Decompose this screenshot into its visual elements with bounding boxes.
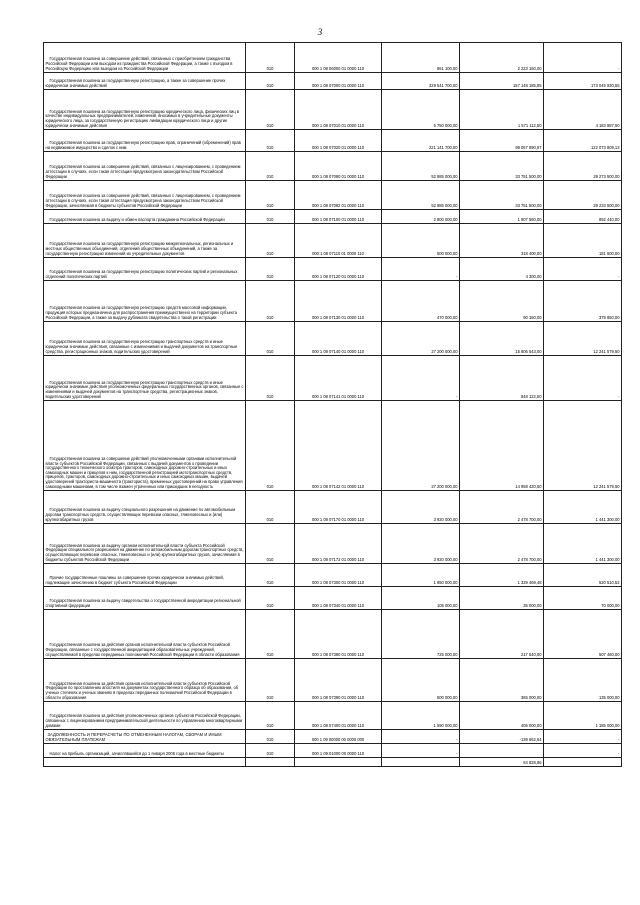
table-row [44,281,622,322]
table-row [44,702,622,730]
table-row [44,564,622,587]
table-row [44,90,622,130]
classification-code-cell: 000 1 08 07380 01 0000 110 [295,610,382,659]
line-code-cell: 010 [246,524,295,564]
approved-amount-cell: 5 750 000,00 [382,90,460,130]
unexecuted-amount-cell: 70 000,00 [544,587,622,610]
table-row [44,587,622,610]
line-code-cell: 010 [246,43,295,73]
approved-amount-cell: 3 920 000,00 [382,524,460,564]
unexecuted-amount-cell: 379 850,00 [544,281,622,322]
line-code-cell [246,758,295,767]
description-cell: Государственная пошлина за выдачу специального разрешения на движение по автомобильным дорогам транспортных средств, осуществляющих перевозки опасных, тяжеловесных и (или) крупногабаритных грузов [44,491,246,524]
line-code-cell: 010 [246,744,295,758]
approved-amount-cell: 27 200 000,00 [382,401,460,491]
unexecuted-amount-cell: 173 045 930,65 [544,73,622,90]
approved-amount-cell: 861 100,00 [382,43,460,73]
description-cell: Налог на прибыль организаций, зачислявшийся до 1 января 2005 года в местные бюджеты [44,744,246,758]
unexecuted-amount-cell: - [544,43,622,73]
executed-amount-cell: 15 806 543,00 [460,322,544,356]
line-code-cell: 010 [246,702,295,730]
approved-amount-cell: 52 985 000,00 [382,152,460,181]
line-code-cell: 010 [246,730,295,744]
description-cell: Государственная пошлина за действия органов исполнительной власти субъектов Российской Федерации по проставлению апостиля на документах государственного образца об образовании, об ученых степенях и ученых званиях в пределах переданных полномочий Российской Федерации в области образования [44,659,246,702]
description-cell: Государственная пошлина за выдачу свидетельства о государственной аккредитации региональной спортивной федерации [44,587,246,610]
page-number: 3 [317,27,323,37]
classification-code-cell: 000 1 08 07142 01 0000 110 [295,401,382,491]
unexecuted-amount-cell: - [544,356,622,401]
approved-amount-cell: 105 000,00 [382,587,460,610]
executed-amount-cell [460,744,544,758]
approved-amount-cell: 500 000,00 [382,224,460,258]
table-row [44,524,622,564]
description-cell: Государственная пошлина за государственную регистрацию транспортных средств и иные юридически значимые действия, связанные с изменениями и выдачей документов на транспортные средства, регистрационных знаков, водительских удостоверений [44,322,246,356]
unexecuted-amount-cell: 181 600,00 [544,224,622,258]
classification-code-cell: 000 1 08 07100 01 0000 110 [295,210,382,224]
table-row [44,744,622,758]
table-row [44,758,622,767]
description-cell: Государственная пошлина за выдачу органом исполнительной власти субъекта Российской Федерации специального разрешения на движение по автомобильным дорогам транспортных средств, осуществляющих перевозки опасных, тяжеловесных и (или) крупногабаритных грузов, зачисляемая в бюджеты субъектов Российской Федерации [44,524,246,564]
report-table [43,42,622,767]
description-cell: Государственная пошлина за совершение действий уполномоченными органами исполнительной власти субъектов Российской Федерации, связанных с выдачей документов о проведении государственного технического осмотра тракторов, самоходных дорожно-строительных и иных самоходных машин и прицепов к ним, государственной регистрацией мототранспортных средств, прицепов, тракторов, самоходных дорожно-строительных и иных самоходных машин, выдачей удостоверений тракториста-машиниста (тракториста), временных удостоверений на право управления самоходными машинами, в том числе взамен утраченных или пришедших в негодность [44,401,246,491]
approved-amount-cell: 329 541 700,00 [382,73,460,90]
executed-amount-cell: 2 478 700,00 [460,491,544,524]
approved-amount-cell: 1 850 000,00 [382,564,460,587]
classification-code-cell: 000 1 08 07141 01 0000 110 [295,356,382,401]
unexecuted-amount-cell: 507 460,00 [544,610,622,659]
approved-amount-cell: 2 800 000,00 [382,210,460,224]
classification-code-cell: 000 1 08 07082 01 0000 110 [295,181,382,210]
classification-code-cell: 000 1 08 07300 01 0000 110 [295,564,382,587]
description-cell: Государственная пошлина за действия уполномоченных органов субъектов Российской Федерации, связанных с лицензированием предпринимательской деятельности по управлению многоквартирными домами [44,702,246,730]
executed-amount-cell: 217 540,00 [460,610,544,659]
classification-code-cell: 000 1 08 07020 01 0000 110 [295,130,382,152]
table-row [44,491,622,524]
description-cell: Государственная пошлина за государственную регистрацию прав, ограничений (обременений) прав на недвижимое имущество и сделок с ним [44,130,246,152]
classification-code-cell: 000 1 08 07400 01 0000 110 [295,702,382,730]
table-row [44,152,622,181]
table-row [44,401,622,491]
line-code-cell: 010 [246,659,295,702]
approved-amount-cell: 221 141 700,00 [382,130,460,152]
approved-amount-cell: 1 590 000,00 [382,702,460,730]
classification-code-cell: 000 1 08 07000 01 0000 110 [295,73,382,90]
description-cell: Государственная пошлина за государственную регистрацию политических партий и региональных отделений политических партий [44,258,246,281]
line-code-cell: 010 [246,73,295,90]
executed-amount-cell: 318 400,00 [460,224,544,258]
line-code-cell: 010 [246,564,295,587]
line-code-cell: 010 [246,322,295,356]
approved-amount-cell: - [382,356,460,401]
description-cell: Государственная пошлина за государственную регистрацию межрегиональных, региональных и местных общественных объединений, отделений общественных объединений, а также за государственную регистрацию изменений их учредительных документов [44,224,246,258]
table-row [44,43,622,73]
unexecuted-amount-cell: - [544,258,622,281]
description-cell: Государственная пошлина за совершение действий, связанных с лицензированием, с проведением аттестации в случаях, если такая аттестация предусмотрена законодательством Российской Федерации, зачисляемая в бюджеты субъектов Российской Федерации [44,181,246,210]
line-code-cell: 010 [246,356,295,401]
line-code-cell: 010 [246,610,295,659]
approved-amount-cell: 52 985 000,00 [382,181,460,210]
classification-code-cell: 000 1 09 00000 00 0000 000 [295,730,382,744]
description-cell: Государственная пошлина за выдачу и обмен паспорта гражданина Российской Федерации [44,210,246,224]
executed-amount-cell: 1 907 560,00 [460,210,544,224]
classification-code-cell: 000 1 08 07140 01 0000 110 [295,322,382,356]
unexecuted-amount-cell: 12 241 579,50 [544,322,622,356]
approved-amount-cell: - [382,258,460,281]
executed-amount-cell: 33 751 500,00 [460,152,544,181]
table-row [44,210,622,224]
line-code-cell: 010 [246,491,295,524]
line-code-cell: 010 [246,258,295,281]
table-row [44,356,622,401]
unexecuted-amount-cell: 1 441 300,00 [544,524,622,564]
unexecuted-amount-cell: 122 073 809,13 [544,130,622,152]
unexecuted-amount-cell: 29 273 500,00 [544,152,622,181]
unexecuted-amount-cell: - [544,730,622,744]
line-code-cell: 010 [246,281,295,322]
approved-amount-cell [382,758,460,767]
approved-amount-cell: 500 000,00 [382,659,460,702]
executed-amount-cell: 365 000,00 [460,659,544,702]
executed-amount-cell: 1 571 112,50 [460,90,544,130]
table-row [44,224,622,258]
description-cell [44,758,246,767]
description-cell: Государственная пошлина за совершение действий, связанных с лицензированием, с проведением аттестации в случаях, если такая аттестация предусмотрена законодательством Российской Федерации [44,152,246,181]
classification-code-cell: 000 1 08 07110 01 0000 110 [295,224,382,258]
executed-amount-cell: 14 958 420,50 [460,401,544,491]
unexecuted-amount-cell: - [544,744,622,758]
classification-code-cell: 000 1 08 07390 01 0000 110 [295,659,382,702]
unexecuted-amount-cell: 1 185 000,00 [544,702,622,730]
unexecuted-amount-cell: 12 241 579,50 [544,401,622,491]
approved-amount-cell: 725 000,00 [382,610,460,659]
executed-amount-cell: 1 329 469,48 [460,564,544,587]
executed-amount-cell: -139 662,64 [460,730,544,744]
approved-amount-cell: 470 000,00 [382,281,460,322]
unexecuted-amount-cell: 135 000,00 [544,659,622,702]
description-cell: Государственная пошлина за действия органов исполнительной власти субъектов Российской Федерации, связанные с государственной аккредитацией образовательных учреждений, осуществляемой в пределах переданных полномочий Российской Федерации в области образования [44,610,246,659]
approved-amount-cell: 27 200 000,00 [382,322,460,356]
executed-amount-cell: 99 067 890,87 [460,130,544,152]
classification-code-cell: 000 1 08 06000 01 0000 110 [295,43,382,73]
description-cell: Государственная пошлина за государственную регистрацию средств массовой информации, продукция которых предназначена для распространения преимущественно на территории субъекта Российской Федерации, а также за выдачу дубликата свидетельства о такой регистрации [44,281,246,322]
description-cell: ЗАДОЛЖЕННОСТЬ И ПЕРЕРАСЧЕТЫ ПО ОТМЕНЕННЫМ НАЛОГАМ, СБОРАМ И ИНЫМ ОБЯЗАТЕЛЬНЫМ ПЛАТЕЖАМ [44,730,246,744]
line-code-cell: 010 [246,401,295,491]
classification-code-cell: 000 1 09 01000 00 0000 110 [295,744,382,758]
table-row [44,258,622,281]
table-row [44,659,622,702]
description-cell: Государственная пошлина за государственную регистрацию юридического лица, физических лиц в качестве индивидуальных предпринимателей, изменений, вносимых в учредительные документы юридического лица, за государственную регистрацию ликвидации юридического лица и другие юридически значимые действия [44,90,246,130]
table-row [44,73,622,90]
approved-amount-cell: 3 920 000,00 [382,491,460,524]
executed-amount-cell: 90 150,00 [460,281,544,322]
description-cell: Государственная пошлина за совершение действий, связанных с приобретением гражданства Российской Федерации или выходом из гражданства Российской Федерации, а также с въездом в Российскую Федерацию или выездом из Российской Федерации [44,43,246,73]
line-code-cell: 010 [246,587,295,610]
classification-code-cell: 000 1 08 07172 01 0000 110 [295,524,382,564]
classification-code-cell: 000 1 08 07340 01 0000 110 [295,587,382,610]
description-cell: Государственная пошлина за государственную регистрацию, а также за совершение прочих юридически значимых действий [44,73,246,90]
table-row [44,322,622,356]
executed-amount-cell: 4 300,00 [460,258,544,281]
line-code-cell: 010 [246,181,295,210]
table-row [44,130,622,152]
report-body [44,43,622,767]
approved-amount-cell: - [382,730,460,744]
classification-code-cell: 000 1 08 07130 01 0000 110 [295,281,382,322]
line-code-cell: 010 [246,152,295,181]
approved-amount-cell: - [382,744,460,758]
unexecuted-amount-cell: 1 441 300,00 [544,491,622,524]
line-code-cell: 010 [246,90,295,130]
unexecuted-amount-cell [544,758,622,767]
unexecuted-amount-cell: 4 183 887,50 [544,90,622,130]
executed-amount-cell: 35 000,00 [460,587,544,610]
classification-code-cell: 000 1 08 07080 01 0000 110 [295,152,382,181]
description-cell: Государственная пошлина за государственную регистрацию транспортных средств и иные юридически значимые действия уполномоченных федеральных государственных органов, связанные с изменениями и выдачей документов на транспортные средства, регистрационных знаков, водительских удостоверений [44,356,246,401]
table-row [44,610,622,659]
classification-code-cell [295,758,382,767]
line-code-cell: 010 [246,210,295,224]
executed-amount-cell: 64 828,86 [460,758,544,767]
executed-amount-cell: 33 751 500,00 [460,181,544,210]
line-code-cell: 010 [246,130,295,152]
executed-amount-cell: 2 478 700,00 [460,524,544,564]
table-row [44,730,622,744]
classification-code-cell: 000 1 08 07170 01 0000 110 [295,491,382,524]
executed-amount-cell: 405 000,00 [460,702,544,730]
classification-code-cell: 000 1 08 07120 01 0000 110 [295,258,382,281]
executed-amount-cell: 157 148 185,85 [460,73,544,90]
classification-code-cell: 000 1 08 07010 01 0000 110 [295,90,382,130]
executed-amount-cell: 848 122,50 [460,356,544,401]
unexecuted-amount-cell: 892 440,00 [544,210,622,224]
line-code-cell: 010 [246,224,295,258]
unexecuted-amount-cell: 29 233 500,00 [544,181,622,210]
table-row [44,181,622,210]
executed-amount-cell: 2 223 150,00 [460,43,544,73]
unexecuted-amount-cell: 520 510,52 [544,564,622,587]
description-cell: Прочие государственные пошлины за совершение прочих юридически значимых действий, подлежащие зачислению в бюджет субъекта Российской Федерации [44,564,246,587]
